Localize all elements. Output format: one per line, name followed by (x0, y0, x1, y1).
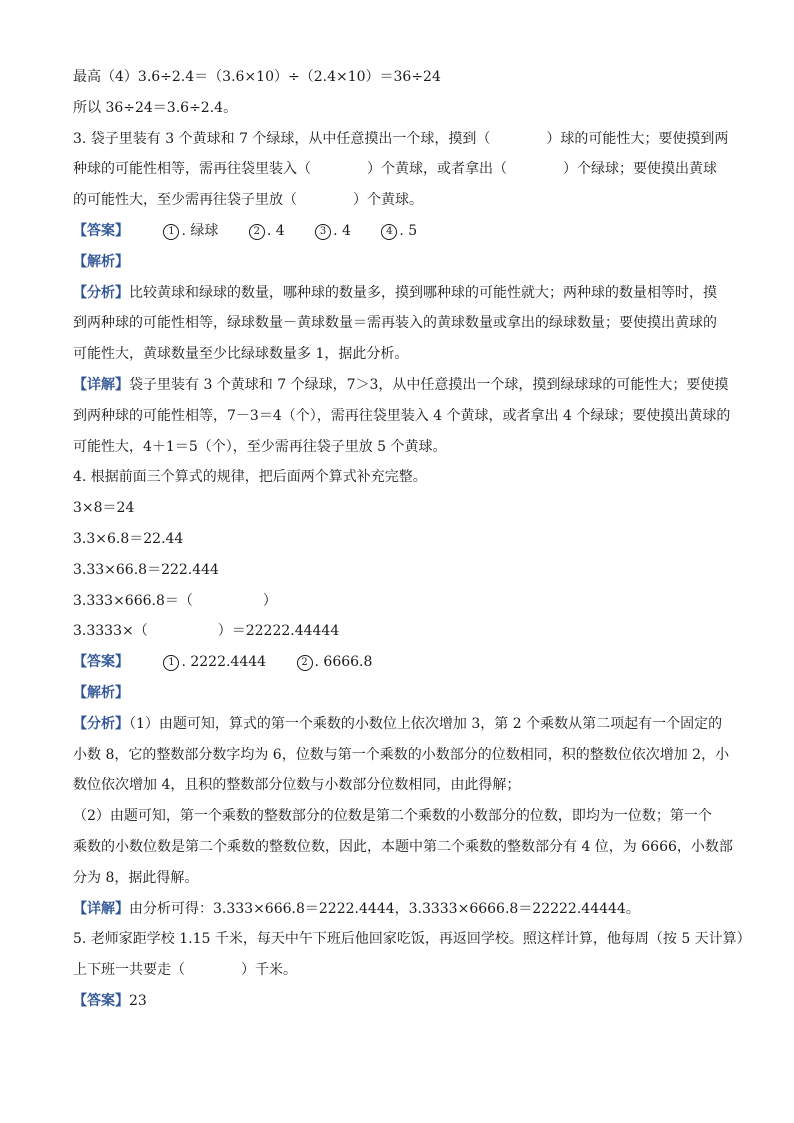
circled-number-icon: 2 (249, 224, 265, 240)
document-page (73, 62, 751, 1017)
q5-answer-line (73, 986, 725, 1017)
question-3-text: 的可能性大，至少需再往袋子里放（ ）个黄球。 (73, 192, 423, 209)
q4-answer-line (73, 647, 725, 678)
text-line: 最高（4）3.6÷2.4＝（3.6×10）÷（2.4×10）＝36÷24 (73, 69, 441, 85)
q3-fenxi-line: 【分析】比较黄球和绿球的数量，哪种球的数量多，摸到哪种球的可能性就大；两种球的数量相等时，摸 (73, 284, 717, 301)
answer-value: 23 (129, 992, 147, 1009)
question-5-text: 5. 老师家距学校 1.15 千米，每天中午下班后他回家吃饭，再返回学校。照这样计算，他每周（按 5 天计算） (73, 931, 751, 948)
question-3-text: 3. 袋子里装有 3 个黄球和 7 个绿球，从中任意摸出一个球，摸到（ ）球的可能性大；要使摸到两 (73, 130, 729, 147)
q3-fenxi-line: 可能性大，黄球数量至少比绿球数量多 1，据此分析。 (73, 346, 409, 363)
question-3-text: 种球的可能性相等，需再往袋里装入（ ）个黄球，或者拿出（ ）个绿球；要使摸出黄球 (73, 161, 717, 178)
formula-line: 3.333×666.8＝（ ） (73, 592, 277, 609)
q4-fenxi-line: 【分析】（1）由题可知，算式的第一个乘数的小数位上依次增加 3，第 2 个乘数从第二项起有一个固定的 (73, 715, 723, 732)
q3-answer-line (73, 216, 725, 247)
answer-tag: 【答案】 (73, 654, 129, 671)
q4-fenxi-line: 数位依次增加 4，且积的整数部分位数与小数部分位数相同，由此得解； (73, 777, 521, 794)
formula-line: 3.3333×（ ）＝22222.44444 (73, 623, 340, 640)
q3-analysis-tag: 【解析】 (73, 253, 129, 270)
circled-number-icon: 1 (163, 655, 179, 671)
q4-fenxi-line: 分为 8，据此得解。 (73, 869, 199, 886)
answer-option: 1 . 2222.4444 (163, 647, 266, 678)
circled-number-icon: 3 (315, 224, 331, 240)
circled-number-icon: 2 (297, 655, 313, 671)
fenxi-tag: 【分析】 (73, 284, 129, 301)
q4-analysis-tag: 【解析】 (73, 684, 129, 701)
answer-option: 3 . 4 (315, 216, 351, 247)
q3-xiangjie-line: 【详解】袋子里装有 3 个黄球和 7 个绿球，7＞3，从中任意摸出一个球，摸到绿球球的可能性大；要使摸 (73, 376, 729, 393)
answer-option: 2 . 6666.8 (297, 647, 373, 678)
answer-option: 4 . 5 (381, 216, 417, 247)
xiangjie-tag: 【详解】 (73, 900, 129, 917)
question-4-text: 4. 根据前面三个算式的规律，把后面两个算式补充完整。 (73, 469, 427, 486)
answer-option: 2 . 4 (249, 216, 285, 247)
q4-fenxi-line: 小数 8，它的整数部分数字均为 6，位数与第一个乘数的小数部分的位数相同，积的整数位依次增加 2，小 (73, 746, 730, 763)
circled-number-icon: 4 (381, 224, 397, 240)
answer-tag: 【答案】 (73, 992, 129, 1009)
formula-line: 3.33×66.8＝222.444 (73, 561, 219, 578)
text-line: 所以 36÷24＝3.6÷2.4。 (73, 99, 238, 116)
question-5-text: 上下班一共要走（ ）千米。 (73, 962, 297, 979)
q4-fenxi-line: 乘数的小数位数是第二个乘数的整数位数，因此，本题中第二个乘数的整数部分有 4 位，为 6666，小数部 (73, 838, 733, 855)
q3-xiangjie-line: 到两种球的可能性相等，7－3＝4（个），需再往袋里装入 4 个黄球，或者拿出 4 个绿球；要使摸出黄球的 (73, 407, 731, 424)
q4-fenxi-line: （2）由题可知，第一个乘数的整数部分的位数是第二个乘数的小数部分的位数，即均为一位数；第一个 (73, 808, 712, 825)
xiangjie-tag: 【详解】 (73, 376, 129, 393)
q4-xiangjie-line: 【详解】由分析可得：3.333×666.8＝2222.4444，3.3333×6666.8＝22222.44444。 (73, 900, 640, 917)
formula-line: 3×8＝24 (73, 500, 135, 517)
answer-tag: 【答案】 (73, 222, 129, 239)
q3-xiangjie-line: 可能性大，4＋1＝5（个），至少需再往袋子里放 5 个黄球。 (73, 438, 447, 455)
q3-fenxi-line: 到两种球的可能性相等，绿球数量－黄球数量＝需再装入的黄球数量或拿出的绿球数量；要使摸出黄球的 (73, 315, 717, 332)
answer-option: 1 . 绿球 (163, 216, 218, 247)
circled-number-icon: 1 (163, 224, 179, 240)
fenxi-tag: 【分析】 (73, 715, 129, 732)
formula-line: 3.3×6.8＝22.44 (73, 530, 184, 547)
